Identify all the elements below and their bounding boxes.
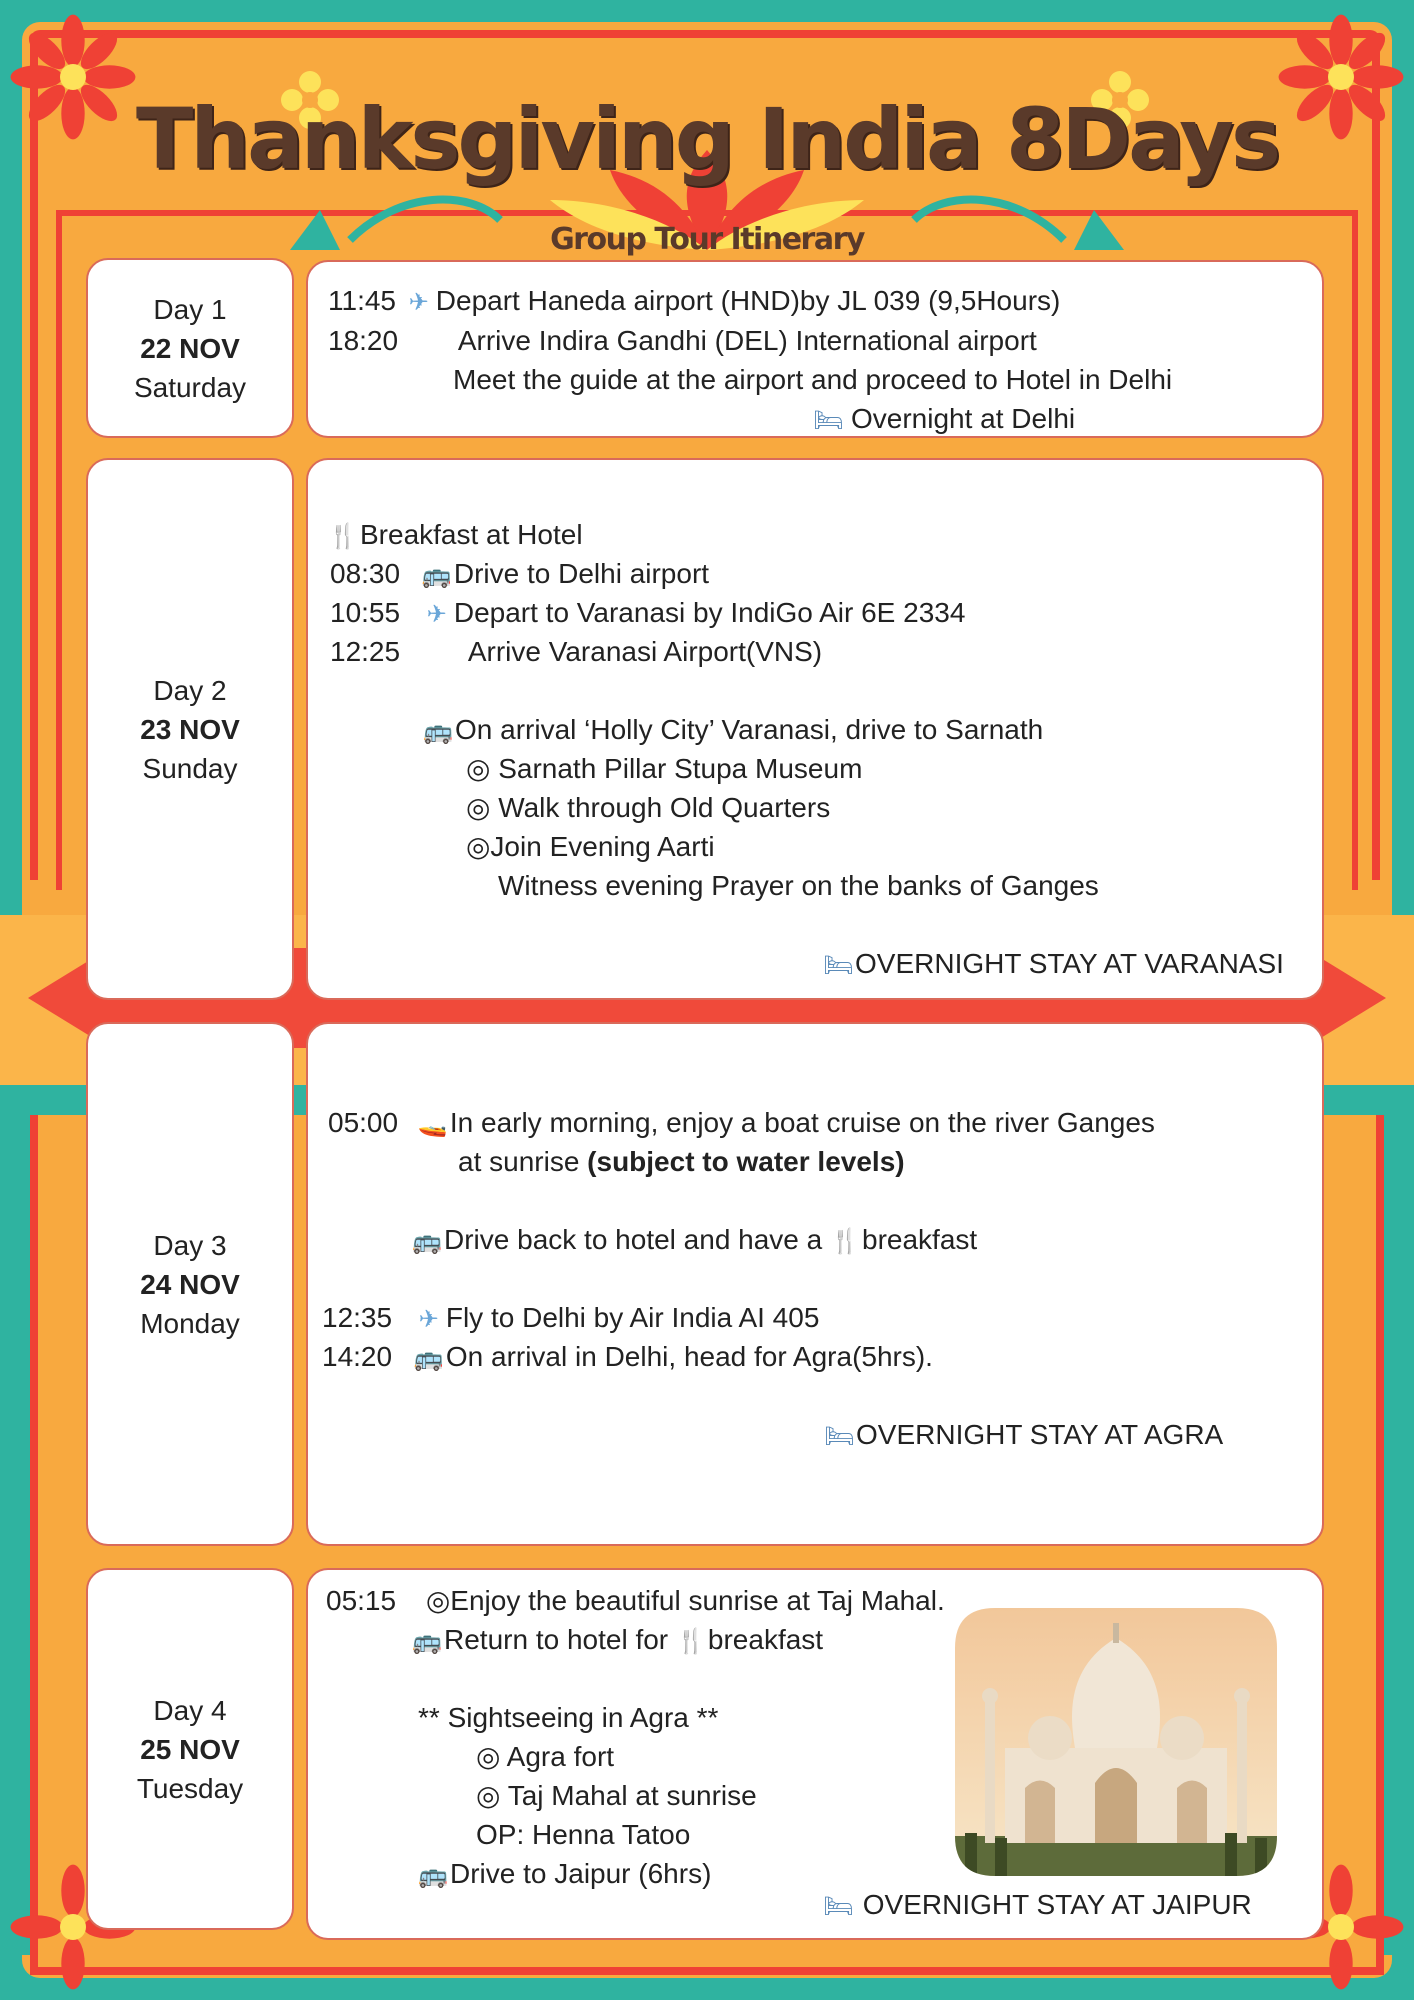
itinerary-line: 18:20 Arrive Indira Gandhi (DEL) International airport — [328, 325, 1037, 356]
day-label: Day 3 — [153, 1229, 227, 1261]
day-weekday: Saturday — [133, 371, 247, 403]
fork-knife-icon: 🍴 — [675, 1628, 706, 1655]
day-date: 24 NOV — [140, 1268, 240, 1300]
itinerary-line: at sunrise (subject to water levels) — [458, 1146, 905, 1177]
day-date: 25 NOV — [140, 1733, 240, 1765]
itinerary-line: 08:30 🚌Drive to Delhi airport — [330, 557, 709, 593]
page-subtitle: Group Tour Itinerary — [550, 222, 864, 257]
bus-icon: 🚌 — [418, 1862, 448, 1889]
day-card-1 — [86, 258, 294, 438]
day-label: Day 4 — [153, 1694, 227, 1726]
itinerary-line: ◎ Walk through Old Quarters — [466, 792, 831, 823]
day-date: 22 NOV — [140, 332, 240, 364]
bed-icon: 🛏 — [823, 952, 854, 979]
bus-icon: 🚌 — [412, 1628, 442, 1655]
bus-icon: 🚌 — [413, 1345, 444, 1372]
day-content-2 — [306, 458, 1324, 1000]
bus-icon: 🚌 — [412, 1228, 442, 1255]
bed-icon: 🛏 — [823, 1893, 854, 1920]
itinerary-line: Meet the guide at the airport and proceed to Hotel in Delhi — [453, 364, 1173, 395]
bed-icon: 🛏 — [813, 407, 844, 434]
itinerary-line: 🛏OVERNIGHT STAY AT VARANASI — [823, 947, 1284, 983]
itinerary-line: 🚌Drive back to hotel and have a 🍴breakfast — [412, 1223, 977, 1259]
itinerary-line: ◎ Taj Mahal at sunrise — [476, 1780, 757, 1811]
fork-knife-icon: 🍴 — [328, 523, 358, 550]
itinerary-line: 🍴Breakfast at Hotel — [328, 518, 583, 554]
day-card-2 — [86, 458, 294, 1000]
page-title: Thanksgiving India 8Days — [135, 90, 1279, 188]
itinerary-line: 🚌Return to hotel for 🍴breakfast — [412, 1623, 823, 1659]
day-card-4 — [86, 1568, 294, 1930]
itinerary-line: ◎ Agra fort — [476, 1741, 615, 1772]
day-date: 23 NOV — [140, 713, 240, 745]
itinerary-line: 14:20 🚌On arrival in Delhi, head for Agra(5hrs). — [322, 1340, 933, 1376]
day-weekday: Tuesday — [136, 1772, 244, 1804]
fork-knife-icon: 🍴 — [830, 1228, 860, 1255]
airplane-icon: ✈ — [408, 289, 429, 316]
airplane-icon: ✈ — [418, 1306, 439, 1333]
itinerary-line: ** Sightseeing in Agra ** — [418, 1702, 719, 1733]
day-card-3 — [86, 1022, 294, 1546]
itinerary-line: 11:45 ✈ Depart Haneda airport (HND)by JL 039 (9,5Hours) — [328, 284, 1060, 320]
day-weekday: Monday — [140, 1307, 240, 1339]
day-weekday: Sunday — [142, 752, 238, 784]
itinerary-line: OP: Henna Tatoo — [476, 1819, 691, 1850]
day-content-1 — [306, 260, 1324, 438]
day-label: Day 1 — [153, 293, 227, 325]
bus-icon: 🚌 — [421, 562, 452, 589]
boat-icon: 🚤 — [417, 1111, 448, 1138]
itinerary-line: 🚌On arrival ‘Holly City’ Varanasi, drive to Sarnath — [423, 713, 1043, 749]
taj-mahal-photo — [955, 1608, 1277, 1876]
itinerary-line: 🛏 OVERNIGHT STAY AT JAIPUR — [823, 1888, 1252, 1924]
itinerary-line: ◎ Sarnath Pillar Stupa Museum — [466, 753, 863, 784]
itinerary-line: 05:00 🚤In early morning, enjoy a boat cruise on the river Ganges — [328, 1106, 1155, 1142]
airplane-icon: ✈ — [426, 601, 447, 628]
itinerary-line: 🚌Drive to Jaipur (6hrs) — [418, 1857, 711, 1893]
itinerary-line: 🛏 Overnight at Delhi — [813, 402, 1075, 438]
itinerary-line: 05:15 ◎Enjoy the beautiful sunrise at Taj Mahal. — [326, 1585, 945, 1616]
day-content-3 — [306, 1022, 1324, 1546]
itinerary-line: Witness evening Prayer on the banks of Ganges — [498, 870, 1099, 901]
bus-icon: 🚌 — [423, 718, 453, 745]
bed-icon: 🛏 — [824, 1423, 855, 1450]
itinerary-line: 12:35 ✈ Fly to Delhi by Air India AI 405 — [322, 1301, 819, 1337]
itinerary-line: 10:55 ✈ Depart to Varanasi by IndiGo Air 6E 2334 — [330, 596, 965, 632]
itinerary-line: 🛏OVERNIGHT STAY AT AGRA — [824, 1418, 1223, 1454]
itinerary-line: 12:25 Arrive Varanasi Airport(VNS) — [330, 636, 823, 667]
itinerary-line: ◎Join Evening Aarti — [466, 831, 715, 862]
day-label: Day 2 — [153, 674, 227, 706]
